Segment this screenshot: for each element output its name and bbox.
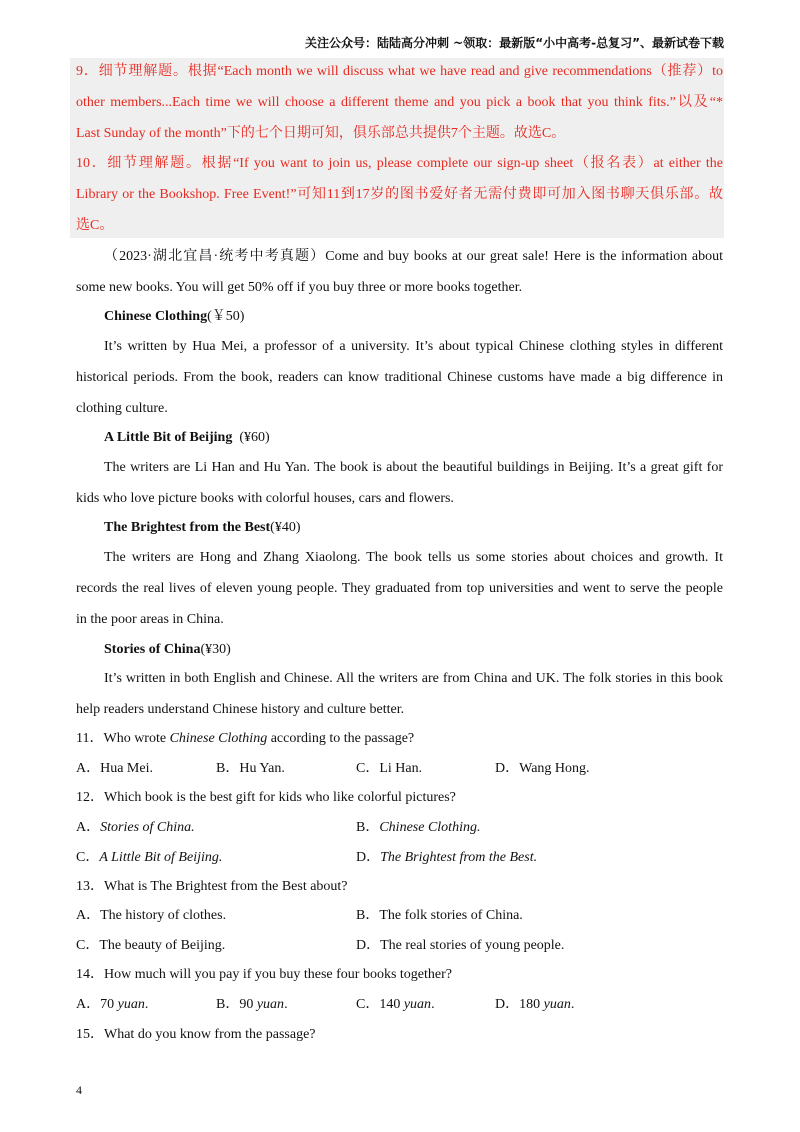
option-letter: D． [495,997,520,1012]
option-amount: 70 [100,997,118,1012]
option-end: . [570,997,575,1012]
question-11-option-d: D．Wang Hong. [495,761,590,776]
book-description-line: The writers are Hong and Zhang Xiaolong. The book tells us some stories about choices and growth. It [104,550,723,565]
question-11-italic-title: Chinese Clothing [169,731,268,746]
book-description-line: historical periods. From the book, readers can know traditional Chinese customs have made a big difference in [76,370,723,385]
question-14-option-a [76,995,148,1015]
book-heading [104,307,244,327]
question-11-suffix: according to the passage? [267,731,415,746]
answer-10-line-2: Library or the Bookshop. Free Event!”可知11到17岁的图书爱好者无需付费即可加入图书聊天俱乐部。故 [76,187,723,202]
question-11-option-c: C．Li Han. [356,761,423,776]
question-14-option-b [216,995,288,1015]
option-amount: 180 [519,997,544,1012]
option-letter: D． [356,850,381,865]
option-unit: yuan [117,997,145,1012]
book-title: The Brightest from the Best [104,520,271,535]
book-heading [104,640,231,660]
question-14-option-c [356,995,435,1015]
passage-intro-line-1: （2023·湖北宜昌·统考中考真题）Come and buy books at our great sale! Here is the information about [104,249,723,264]
option-end: . [284,997,288,1012]
question-13-option-c: C．The beauty of Beijing. [76,938,226,953]
question-13-option-a: A．The history of clothes. [76,908,227,923]
option-end: . [144,997,149,1012]
book-price: (¥60) [239,430,270,445]
book-description-line: The writers are Li Han and Hu Yan. The book is about the beautiful buildings in Beijing. It’s a great gift for [104,460,723,475]
book-description-line: in the poor areas in China. [76,612,224,627]
option-unit: yuan [256,997,285,1012]
book-price: (¥30) [200,642,231,657]
answer-9-line-3: Last Sunday of the month”下的七个日期可知，俱乐部总共提供7个主题。故选C。 [76,126,566,141]
question-12-option-c [76,848,222,868]
question-12-option-a [76,818,195,838]
option-text: Stories of China. [100,820,195,835]
question-14-stem: 14．How much will you pay if you buy these four books together? [76,967,452,982]
question-12-option-b [356,818,480,838]
question-11-stem [76,729,414,749]
book-heading [104,428,270,448]
answer-explanation-box [70,58,724,238]
book-title: Chinese Clothing [104,309,208,324]
option-letter: B． [356,820,380,835]
option-amount: 90 [239,997,257,1012]
option-letter: A． [76,820,101,835]
option-unit: yuan [543,997,571,1012]
question-13-option-b: B．The folk stories of China. [356,908,523,923]
option-text: A Little Bit of Beijing. [99,850,223,865]
book-description-line: kids who love picture books with colorful houses, cars and flowers. [76,491,454,506]
question-11-prefix: 11．Who wrote [76,731,170,746]
question-12-stem: 12．Which book is the best gift for kids who like colorful pictures? [76,790,456,805]
option-letter: A． [76,997,101,1012]
book-description-line: It’s written in both English and Chinese. All the writers are from China and UK. The folk stories in this book [104,671,723,686]
answer-10-line-3: 选C。 [76,218,114,233]
book-description-line: clothing culture. [76,401,168,416]
option-end: . [431,997,435,1012]
page-header: 关注公众号：陆陆高分冲刺 ~领取：最新版“小中高考-总复习”、最新试卷下载 [305,36,724,50]
passage-intro-line-2: some new books. You will get 50% off if you buy three or more books together. [76,280,523,295]
book-heading [104,518,301,538]
answer-10-line-1: 10．细节理解题。根据“If you want to join us, please complete our sign-up sheet（报名表）at either the [76,156,723,171]
book-price: (¥40) [270,520,301,535]
book-description-line: records the real lives of eleven young people. They graduated from top universities and went to serve the people [76,581,723,596]
option-letter: C． [356,997,380,1012]
question-12-option-d [356,848,537,868]
page-number: 4 [76,1083,82,1097]
question-13-option-d: D．The real stories of young people. [356,938,565,953]
option-unit: yuan [403,997,432,1012]
answer-9-line-2: other members...Each time we will choose a different theme and you pick a book that you think fits.”以及“* [76,95,723,110]
option-text: The Brightest from the Best. [380,850,538,865]
book-title: Stories of China [104,642,201,657]
option-text: Chinese Clothing. [379,820,481,835]
book-title: A Little Bit of Beijing [104,430,233,445]
question-13-stem: 13．What is The Brightest from the Best about? [76,879,348,894]
question-11-option-a: A．Hua Mei. [76,761,153,776]
book-description-line: help readers understand Chinese history and culture better. [76,702,405,717]
option-letter: C． [76,850,100,865]
book-description-line: It’s written by Hua Mei, a professor of a university. It’s about typical Chinese clothing styles in different [104,339,723,354]
question-11-option-b: B．Hu Yan. [216,761,285,776]
question-15-stem: 15．What do you know from the passage? [76,1027,316,1042]
book-price: (￥50) [207,309,245,324]
option-letter: B． [216,997,240,1012]
question-14-option-d [495,995,574,1015]
option-amount: 140 [379,997,404,1012]
answer-9-line-1: 9．细节理解题。根据“Each month we will discuss what we have read and give recommendations（推荐）to [76,64,723,79]
